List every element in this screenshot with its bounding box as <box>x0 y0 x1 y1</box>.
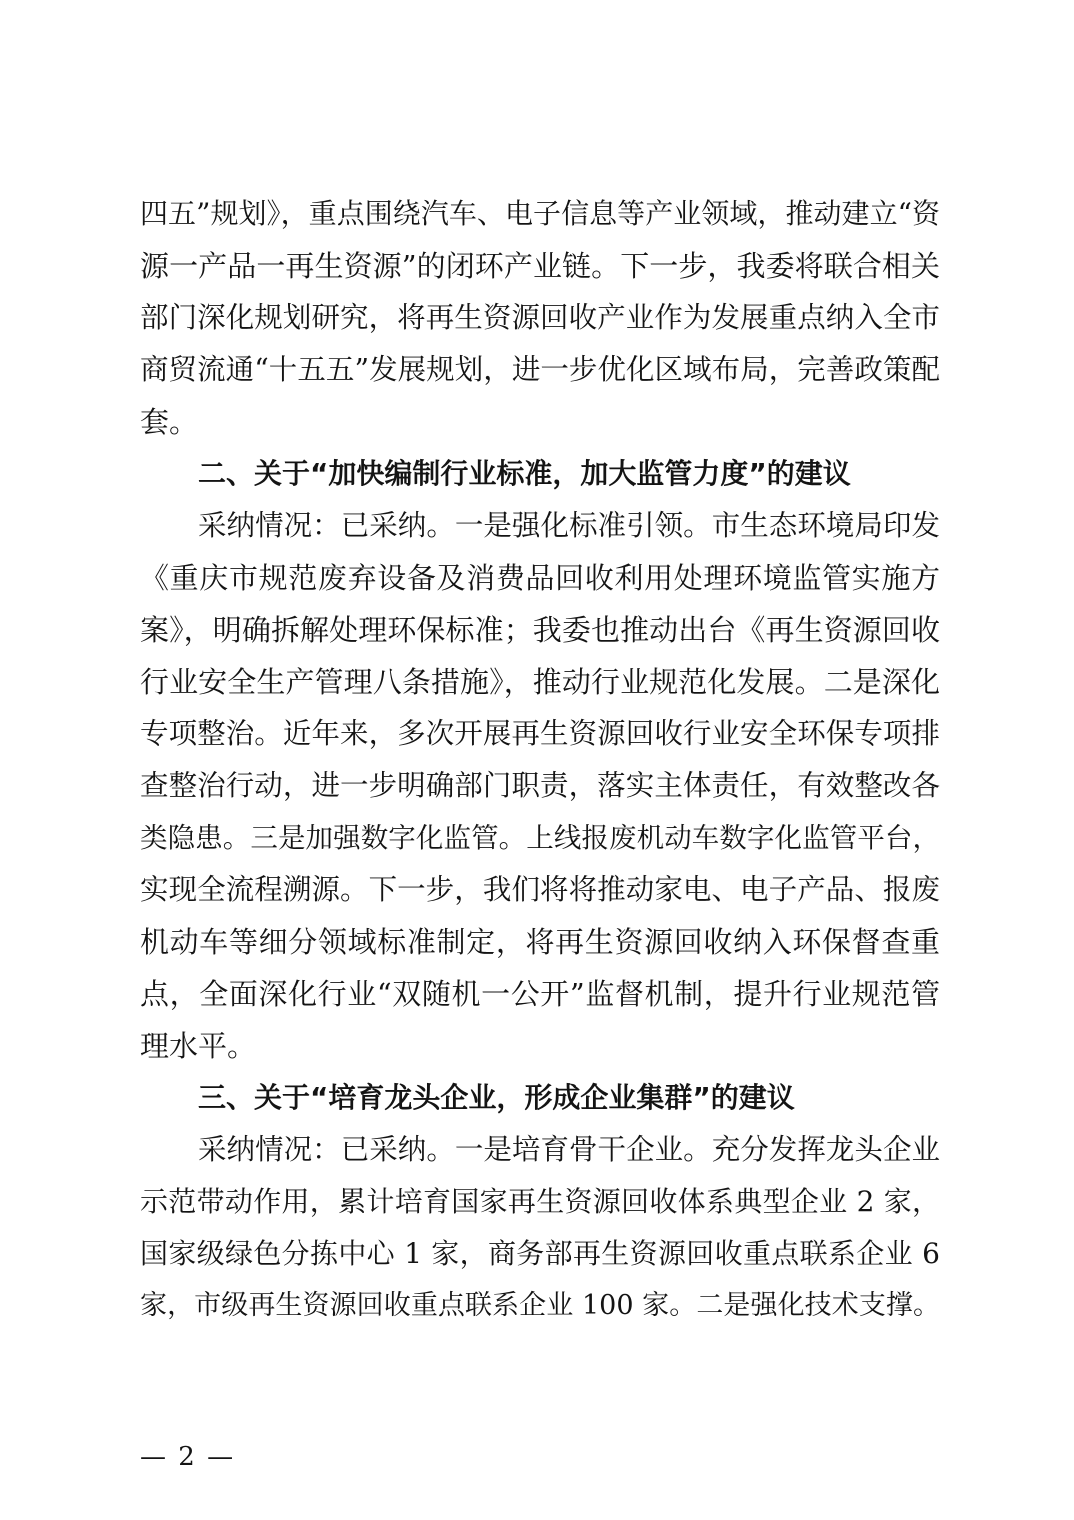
paragraph-line: 类隐患。三是加强数字化监管。上线报废机动车数字化监管平台， <box>140 822 940 854</box>
paragraph-line: 专项整治。近年来，多次开展再生资源回收行业安全环保专项排 <box>140 717 940 750</box>
paragraph-line: 行业安全生产管理八条措施》，推动行业规范化发展。二是深化 <box>140 665 940 699</box>
paragraph-line: 点，全面深化行业“双随机一公开”监督机制，提升行业规范管 <box>140 977 940 1011</box>
section-heading: 二、关于“加快编制行业标准，加大监管力度”的建议 <box>198 457 851 490</box>
paragraph-line: 实现全流程溯源。下一步，我们将将推动家电、电子产品、报废 <box>140 873 940 906</box>
section-heading: 三、关于“培育龙头企业，形成企业集群”的建议 <box>198 1081 795 1114</box>
paragraph-line: 示范带动作用，累计培育国家再生资源回收体系典型企业 2 家， <box>140 1185 940 1218</box>
paragraph-line: 家，市级再生资源回收重点联系企业 100 家。二是强化技术支撑。 <box>140 1290 940 1321</box>
page-number: — 2 — <box>140 1442 236 1472</box>
paragraph-line: 商贸流通“十五五”发展规划，进一步优化区域布局，完善政策配 <box>140 353 940 386</box>
paragraph-line: 案》，明确拆解处理环保标准；我委也推动出台《再生资源回收 <box>140 613 940 647</box>
paragraph-line: 源一产品一再生资源”的闭环产业链。下一步，我委将联合相关 <box>140 249 940 283</box>
paragraph-line: 四五”规划》，重点围绕汽车、电子信息等产业领域，推动建立“资 <box>140 197 940 230</box>
paragraph-line: 理水平。 <box>140 1029 257 1063</box>
paragraph-line: 查整治行动，进一步明确部门职责，落实主体责任，有效整改各 <box>140 769 940 802</box>
paragraph-line: 《重庆市规范废弃设备及消费品回收利用处理环境监管实施方 <box>140 561 940 595</box>
document-body <box>140 188 940 1332</box>
paragraph-line: 套。 <box>140 405 199 439</box>
paragraph-line: 部门深化规划研究，将再生资源回收产业作为发展重点纳入全市 <box>140 301 940 334</box>
paragraph-first-line: 采纳情况：已采纳。一是强化标准引领。市生态环境局印发 <box>198 509 940 542</box>
paragraph-line: 机动车等细分领域标准制定，将再生资源回收纳入环保督查重 <box>140 925 940 959</box>
paragraph-first-line: 采纳情况：已采纳。一是培育骨干企业。充分发挥龙头企业 <box>198 1133 940 1166</box>
paragraph-line: 国家级绿色分拣中心 1 家，商务部再生资源回收重点联系企业 6 <box>140 1237 940 1270</box>
